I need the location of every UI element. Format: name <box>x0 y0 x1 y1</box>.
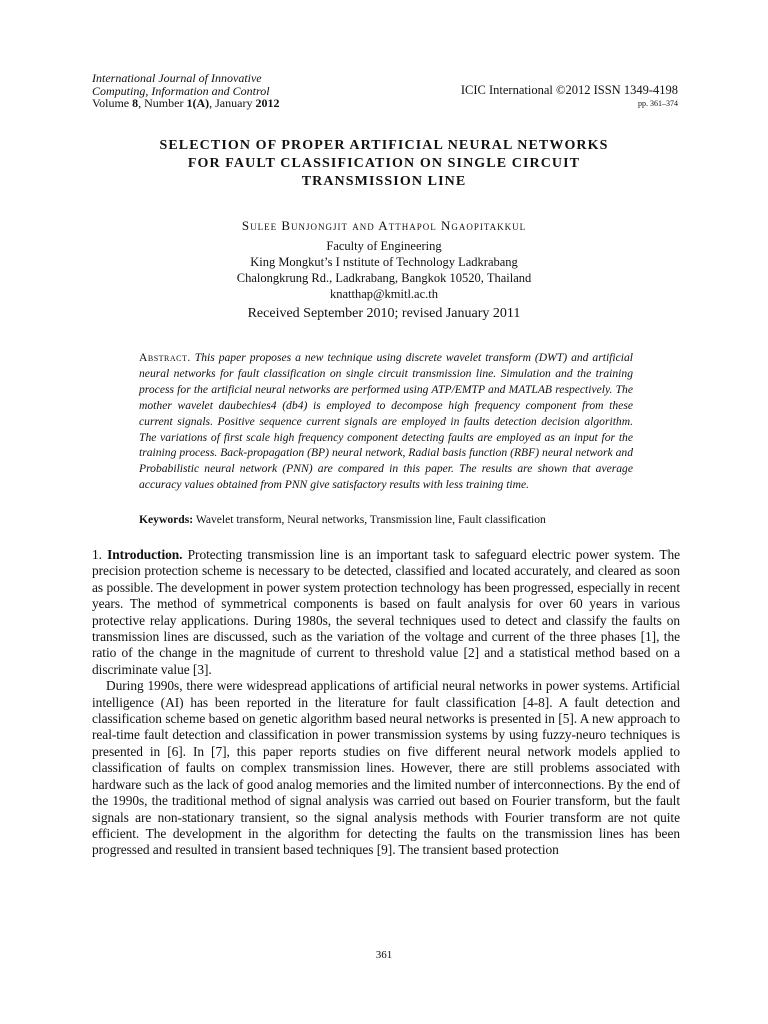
section-number: 1. <box>92 547 102 562</box>
intro-paragraph-1 <box>92 547 680 678</box>
copyright-issn: ICIC International ©2012 ISSN 1349-4198 <box>460 83 678 97</box>
section-heading: Introduction. <box>107 547 183 562</box>
paragraph-text: Protecting transmission line is an important task to safeguard electric power system. The precision protection scheme is necessary to be detected, classified and located accurately, and cleared as soon as possible. The development in power system protection technology has been progressed, especially in recent years. The method of symmetrical components is based on fault analysis for over 60 years in various protective relay applications. During 1980s, the several techniques used to detect and classify the faults on transmission lines are discussed, such as the variation of the voltage and current of the three phases [1], the ratio of the change in the magnitude of current to threshold value [2] and a statistical method based on a discriminate value [3]. <box>92 547 680 677</box>
title-line: FOR FAULT CLASSIFICATION ON SINGLE CIRCUIT <box>187 156 581 171</box>
page-number: 361 <box>375 949 393 961</box>
keywords <box>139 513 639 526</box>
keywords-label: Keywords: <box>139 513 194 526</box>
received-dates: Received September 2010; revised January 2011 <box>247 306 521 321</box>
abstract <box>139 350 633 493</box>
introduction-section <box>92 547 680 859</box>
intro-paragraph-2: During 1990s, there were widespread applications of artificial neural networks in power systems. Artificial intelligence (AI) has been reported in the literature for fault classification [4-8]. A fault detection and classification scheme based on genetic algorithm based neural networks is presented in [5]. A new approach to real-time fault detection and classification in power transmission systems by using fuzzy-neuro techniques is presented in [6]. In [7], this paper reports studies on five different neural network models applied to classification of faults on complex transmission lines. However, there are still problems associated with hardware such as the lack of good analog memories and the limited number of interconnections. By the end of the 1990s, the traditional method of signal analysis was carried out based on Fourier transform, but the fault signals are non-stationary transient, so the signal analysis methods with Fourier transform are not quite efficient. The development in the algorithm for detecting the faults on the transmission lines has been progressed and resulted in transient based techniques [9]. The transient based protection <box>92 678 680 858</box>
department: Faculty of Engineering <box>326 239 442 253</box>
abstract-text: This paper proposes a new technique using discrete wavelet transform (DWT) and artificial neural networks for fault classification on single circuit transmission line. Simulation and the training process for the artificial neural networks are performed using ATP/EMTP and MATLAB respectively. The mother wavelet daubechies4 (db4) is employed to decompose high frequency component from these current signals. Positive sequence current signals are employed in faults detection decision algorithm. The variations of first scale high frequency component detecting faults are employed as an input for the training process. Back-propagation (BP) neural network, Radial basis function (RBF) neural network and Probabilistic neural network (PNN) are compared in this paper. The results are shown that average accuracy values obtained from PNN give satisfactory results with less training time. <box>139 351 633 492</box>
affiliation <box>96 238 672 302</box>
title-line: TRANSMISSION LINE <box>301 174 467 189</box>
journal-header <box>92 72 279 110</box>
institute: King Mongkut’s I nstitute of Technology Ladkrabang <box>250 255 518 269</box>
abstract-label: Abstract. <box>139 351 191 364</box>
email: knatthap@kmitl.ac.th <box>329 287 438 301</box>
title-line: SELECTION OF PROPER ARTIFICIAL NEURAL NETWORKS <box>159 138 609 153</box>
paper-title <box>96 137 672 191</box>
journal-name-line2: Computing, Information and Control <box>92 83 270 98</box>
page-range: pp. 361–374 <box>638 99 678 108</box>
keywords-text: Wavelet transform, Neural networks, Transmission line, Fault classification <box>195 513 546 526</box>
volume-line: Volume 8, Number 1(A), January 2012 <box>92 96 280 110</box>
address: Chalongkrung Rd., Ladkrabang, Bangkok 10520, Thailand <box>236 271 532 285</box>
authors: Sulee Bunjongjit and Atthapol Ngaopitakkul <box>241 218 527 233</box>
journal-name-line1: International Journal of Innovative <box>92 71 262 85</box>
